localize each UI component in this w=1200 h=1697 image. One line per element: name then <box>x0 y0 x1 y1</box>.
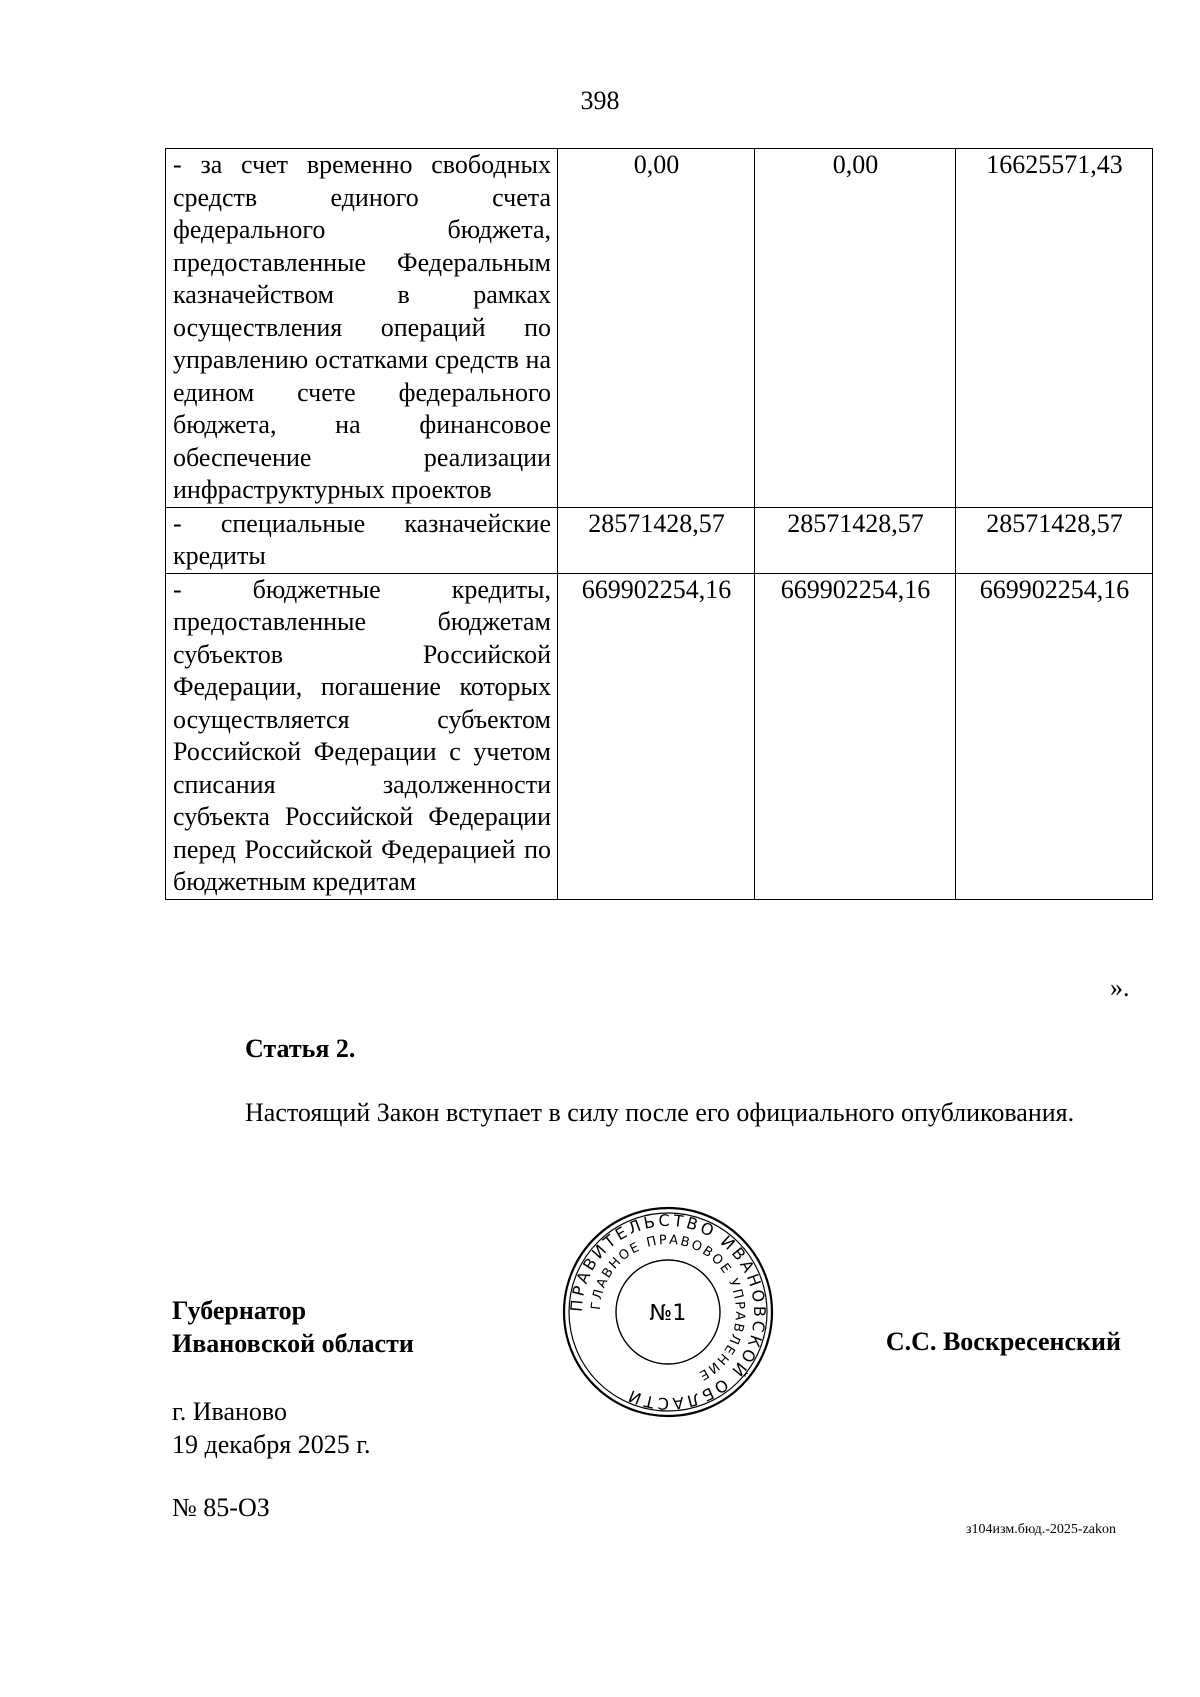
closing-quote: ». <box>1110 973 1130 1002</box>
value-cell: 28571428,57 <box>956 507 1153 573</box>
stamp-number: №1 <box>649 1301 687 1326</box>
article-text: Настоящий Закон вступает в силу после его официального опубликования. <box>245 1098 1075 1127</box>
stamp-outer-text: ПРАВИТЕЛЬСТВО ИВАНОВСКОЙ ОБЛАСТИ <box>566 1210 770 1414</box>
row-description: - специальные казначейские кредиты <box>166 507 558 573</box>
article-title: Статья 2. <box>245 1034 356 1063</box>
signatory-title-line: Ивановской области <box>172 1329 414 1358</box>
table-row <box>166 573 1153 899</box>
signatory-title-line: Губернатор <box>172 1296 307 1325</box>
value-cell: 669902254,16 <box>558 573 755 899</box>
signing-date: 19 декабря 2025 г. <box>172 1430 371 1459</box>
value-cell: 0,00 <box>755 149 956 508</box>
table-row <box>166 149 1153 508</box>
value-cell: 669902254,16 <box>755 573 956 899</box>
value-cell: 28571428,57 <box>558 507 755 573</box>
signatory-name: С.С. Воскресенский <box>885 1327 1121 1356</box>
page-number: 398 <box>580 86 620 115</box>
document-code: з104изм.бюд.-2025-zakon <box>966 1522 1116 1537</box>
official-stamp <box>561 1205 775 1419</box>
stamp-inner-text: ГЛАВНОЕ ПРАВОВОЕ УПРАВЛЕНИЕ <box>588 1232 748 1384</box>
budget-table <box>165 148 1153 900</box>
signing-place: г. Иваново <box>172 1397 287 1426</box>
value-cell: 0,00 <box>558 149 755 508</box>
value-cell: 16625571,43 <box>956 149 1153 508</box>
table-row <box>166 507 1153 573</box>
value-cell: 669902254,16 <box>956 573 1153 899</box>
signatory-title <box>172 1294 414 1360</box>
place-date <box>172 1395 370 1461</box>
law-number: № 85-ОЗ <box>172 1493 270 1522</box>
row-description: - бюджетные кредиты, предоставленные бюджетам субъектов Российской Федерации, погашение которых осуществляется субъектом Российской Федерации с учетом списания задолженности субъекта Российской Федерации перед Российской Федерацией по бюджетным кредитам <box>166 573 558 899</box>
value-cell: 28571428,57 <box>755 507 956 573</box>
row-description: - за счет временно свободных средств единого счета федерального бюджета, предоставленные Федеральным казначейством в рамках осуществления операций по управлению остатками средств на едином счете федерального бюджета, на финансовое обеспечение реализации инфраструктурных проектов <box>166 149 558 508</box>
